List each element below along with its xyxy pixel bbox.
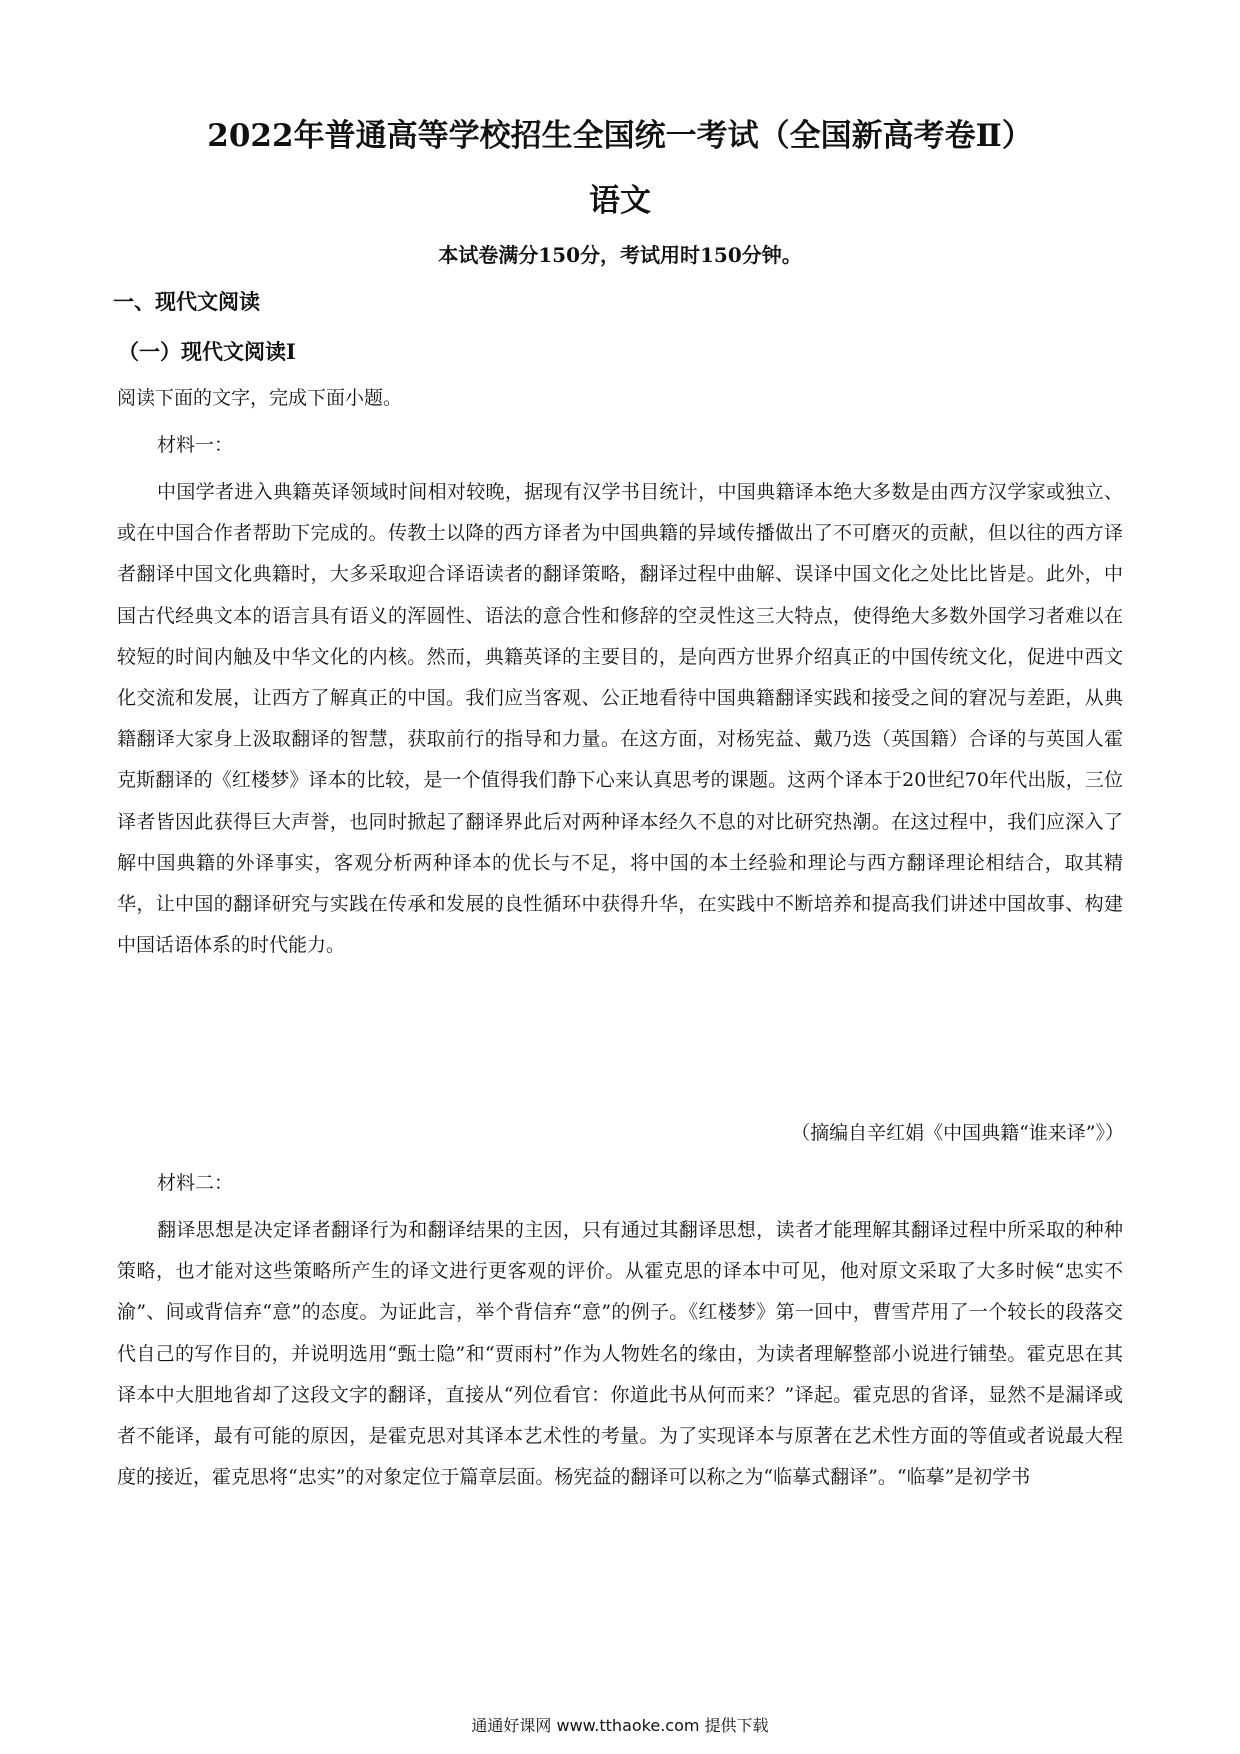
exam-note: 本试卷满分150分，考试用时150分钟。	[438, 243, 802, 267]
exam-title: 2022年普通高等学校招生全国统一考试（全国新高考卷Ⅱ）	[207, 118, 1033, 154]
material-one-label: 材料一：	[157, 434, 234, 456]
subsection-heading: （一）现代文阅读Ⅰ	[118, 339, 296, 364]
page-footer: 通通好课网 www.tthaoke.com 提供下载	[471, 1716, 769, 1735]
material-two-text: 翻译思想是决定译者翻译行为和翻译结果的主因，只有通过其翻译思想，读者才能理解其翻译过程中所采取的种种策略，也才能对这些策略所产生的译文进行更客观的评价。从霍克思的译本中可见，他对原文采取了大多时候“忠实不渝”、间或背信弃“意”的态度。为证此言，举个背信弃“意”的例子。《红楼梦》第一回中，曹雪芹用了一个较长的段落交代自己的写作目的，并说明选用“甄士隐”和“贾雨村”作为人物姓名的缘由，为读者理解整部小说进行铺垫。霍克思在其译本中大胆地省却了这段文字的翻译，直接从“列位看官：你道此书从何而来？”译起。霍克思的省译，显然不是漏译或者不能译，最有可能的原因，是霍克思对其译本艺术性的考量。为了实现译本与原著在艺术性方面的等值或者说最大程度的接近，霍克思将“忠实”的对象定位于篇章层面。杨宪益的翻译可以称之为“临摹式翻译”。“临摹”是初学书	[117, 1219, 1123, 1489]
subject-title: 语文	[589, 183, 651, 219]
section-heading: 一、现代文阅读	[113, 289, 260, 314]
material-one-text: 中国学者进入典籍英译领域时间相对较晚，据现有汉学书目统计，中国典籍译本绝大多数是由西方汉学家或独立、或在中国合作者帮助下完成的。传教士以降的西方译者为中国典籍的异域传播做出了不可磨灭的贡献，但以往的西方译者翻译中国文化典籍时，大多采取迎合译语读者的翻译策略，翻译过程中曲解、误译中国文化之处比比皆是。此外，中国古代经典文本的语言具有语义的浑圆性、语法的意合性和修辞的空灵性这三大特点，使得绝大多数外国学习者难以在较短的时间内触及中华文化的内核。然而，典籍英译的主要目的，是向西方世界介绍真正的中国传统文化，促进中西文化交流和发展，让西方了解真正的中国。我们应当客观、公正地看待中国典籍翻译实践和接受之间的窘况与差距，从典籍翻译大家身上汲取翻译的智慧，获取前行的指导和力量。在这方面，对杨宪益、戴乃迭（英国籍）合译的与英国人霍克斯翻译的《红楼梦》译本的比较，是一个值得我们静下心来认真思考的课题。这两个译本于20世纪70年代出版，三位译者皆因此获得巨大声誉，也同时掀起了翻译界此后对两种译本经久不息的对比研究热潮。在这过程中，我们应深入了解中国典籍的外译事实，客观分析两种译本的优长与不足，将中国的本土经验和理论与西方翻译理论相结合，取其精华，让中国的翻译研究与实践在传承和发展的良性循环中获得升华，在实践中不断培养和提高我们讲述中国故事、构建中国话语体系的时代能力。	[117, 481, 1123, 957]
material-two-label: 材料二：	[157, 1172, 234, 1194]
reading-instruction: 阅读下面的文字，完成下面小题。	[117, 387, 403, 409]
material-one-source: （摘编自辛红娟《中国典籍“谁来译”》）	[791, 1122, 1124, 1144]
